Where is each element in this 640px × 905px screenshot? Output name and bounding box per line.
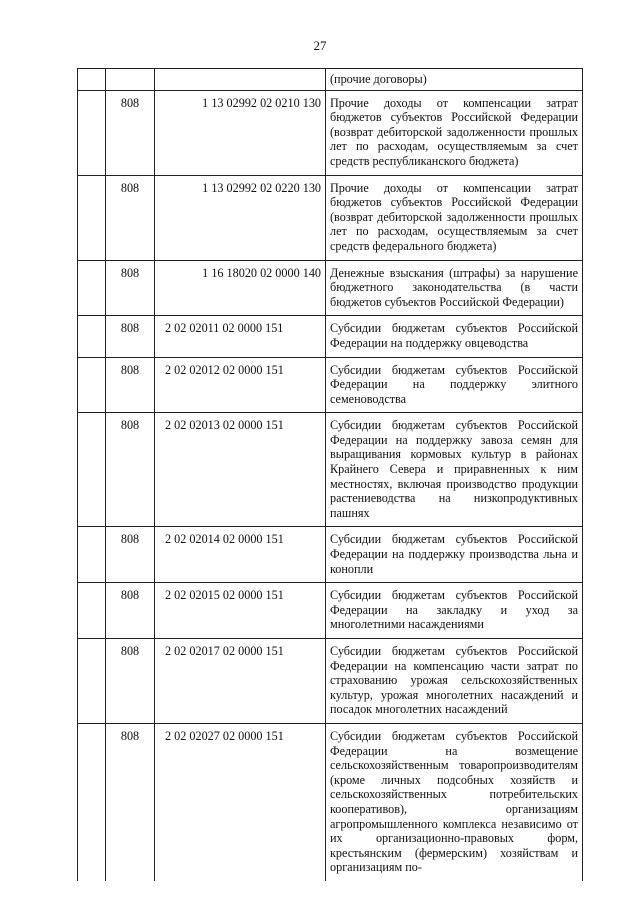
- table-row: [78, 527, 583, 583]
- blank-cell: [78, 527, 106, 583]
- description-cell: Субсидии бюджетам субъектов Российской Федерации на поддержку завоза семян для выращивания кормовых культур в районах Крайнего Севера и приравненных к ним местностях, включая производство продукции растениеводства на низкопродуктивных пашнях: [326, 413, 583, 527]
- blank-cell: [78, 69, 106, 91]
- blank-cell: [78, 316, 106, 357]
- budget-code-cell: 2 02 02027 02 0000 151: [155, 723, 326, 880]
- table-row: [78, 357, 583, 413]
- budget-code-cell: 2 02 02014 02 0000 151: [155, 527, 326, 583]
- page-number: 27: [313, 38, 327, 53]
- budget-code-cell: 2 02 02013 02 0000 151: [155, 413, 326, 527]
- description-cell: Субсидии бюджетам субъектов Российской Федерации на закладку и уход за многолетними насаждениями: [326, 583, 583, 639]
- admin-code-cell: [106, 69, 155, 91]
- blank-cell: [78, 90, 106, 175]
- table-row: [78, 260, 583, 316]
- admin-code-cell: 808: [106, 316, 155, 357]
- blank-cell: [78, 413, 106, 527]
- table-row: [78, 639, 583, 724]
- admin-code-cell: 808: [106, 723, 155, 880]
- description-cell: (прочие договоры): [326, 69, 583, 91]
- budget-revenue-table: [77, 68, 583, 881]
- budget-code-cell: 2 02 02011 02 0000 151: [155, 316, 326, 357]
- admin-code-cell: 808: [106, 90, 155, 175]
- table-row: [78, 90, 583, 175]
- admin-code-cell: 808: [106, 357, 155, 413]
- budget-code-cell: [155, 69, 326, 91]
- description-cell: Субсидии бюджетам субъектов Российской Федерации на поддержку овцеводства: [326, 316, 583, 357]
- budget-code-cell: 2 02 02012 02 0000 151: [155, 357, 326, 413]
- blank-cell: [78, 639, 106, 724]
- description-cell: Денежные взыскания (штрафы) за нарушение бюджетного законодательства (в части бюджетов субъектов Российской Федерации): [326, 260, 583, 316]
- table-row: [78, 723, 583, 880]
- table-row: [78, 316, 583, 357]
- admin-code-cell: 808: [106, 260, 155, 316]
- admin-code-cell: 808: [106, 583, 155, 639]
- blank-cell: [78, 723, 106, 880]
- description-cell: Субсидии бюджетам субъектов Российской Федерации на поддержку элитного семеноводства: [326, 357, 583, 413]
- blank-cell: [78, 260, 106, 316]
- blank-cell: [78, 357, 106, 413]
- budget-code-cell: 1 16 18020 02 0000 140: [155, 260, 326, 316]
- admin-code-cell: 808: [106, 527, 155, 583]
- admin-code-cell: 808: [106, 413, 155, 527]
- table-row: [78, 413, 583, 527]
- budget-code-cell: 2 02 02015 02 0000 151: [155, 583, 326, 639]
- description-cell: Субсидии бюджетам субъектов Российской Федерации на компенсацию части затрат по страхованию урожая сельскохозяйственных культур, урожая многолетних насаждений и посадок многолетних насаждений: [326, 639, 583, 724]
- admin-code-cell: 808: [106, 639, 155, 724]
- description-cell: Прочие доходы от компенсации затрат бюджетов субъектов Российской Федерации (возврат дебиторской задолженности прошлых лет по расходам, осуществляемым за счет средств республиканского бюджета): [326, 90, 583, 175]
- description-cell: Субсидии бюджетам субъектов Российской Федерации на поддержку производства льна и конопли: [326, 527, 583, 583]
- budget-code-cell: 1 13 02992 02 0220 130: [155, 175, 326, 260]
- table-row: [78, 69, 583, 91]
- budget-code-cell: 2 02 02017 02 0000 151: [155, 639, 326, 724]
- budget-code-cell: 1 13 02992 02 0210 130: [155, 90, 326, 175]
- blank-cell: [78, 583, 106, 639]
- description-cell: Субсидии бюджетам субъектов Российской Федерации на возмещение сельскохозяйственным товаропроизводителям (кроме личных подсобных хозяйств и сельскохозяйственных потребительских кооперативов), организациям агропромышленного комплекса независимо от их организационно-правовых форм, крестьянским (фермерским) хозяйствам и организациям по-: [326, 723, 583, 880]
- table-row: [78, 175, 583, 260]
- admin-code-cell: 808: [106, 175, 155, 260]
- blank-cell: [78, 175, 106, 260]
- table-row: [78, 583, 583, 639]
- description-cell: Прочие доходы от компенсации затрат бюджетов субъектов Российской Федерации (возврат дебиторской задолженности прошлых лет по расходам, осуществляемым за счет средств федерального бюджета): [326, 175, 583, 260]
